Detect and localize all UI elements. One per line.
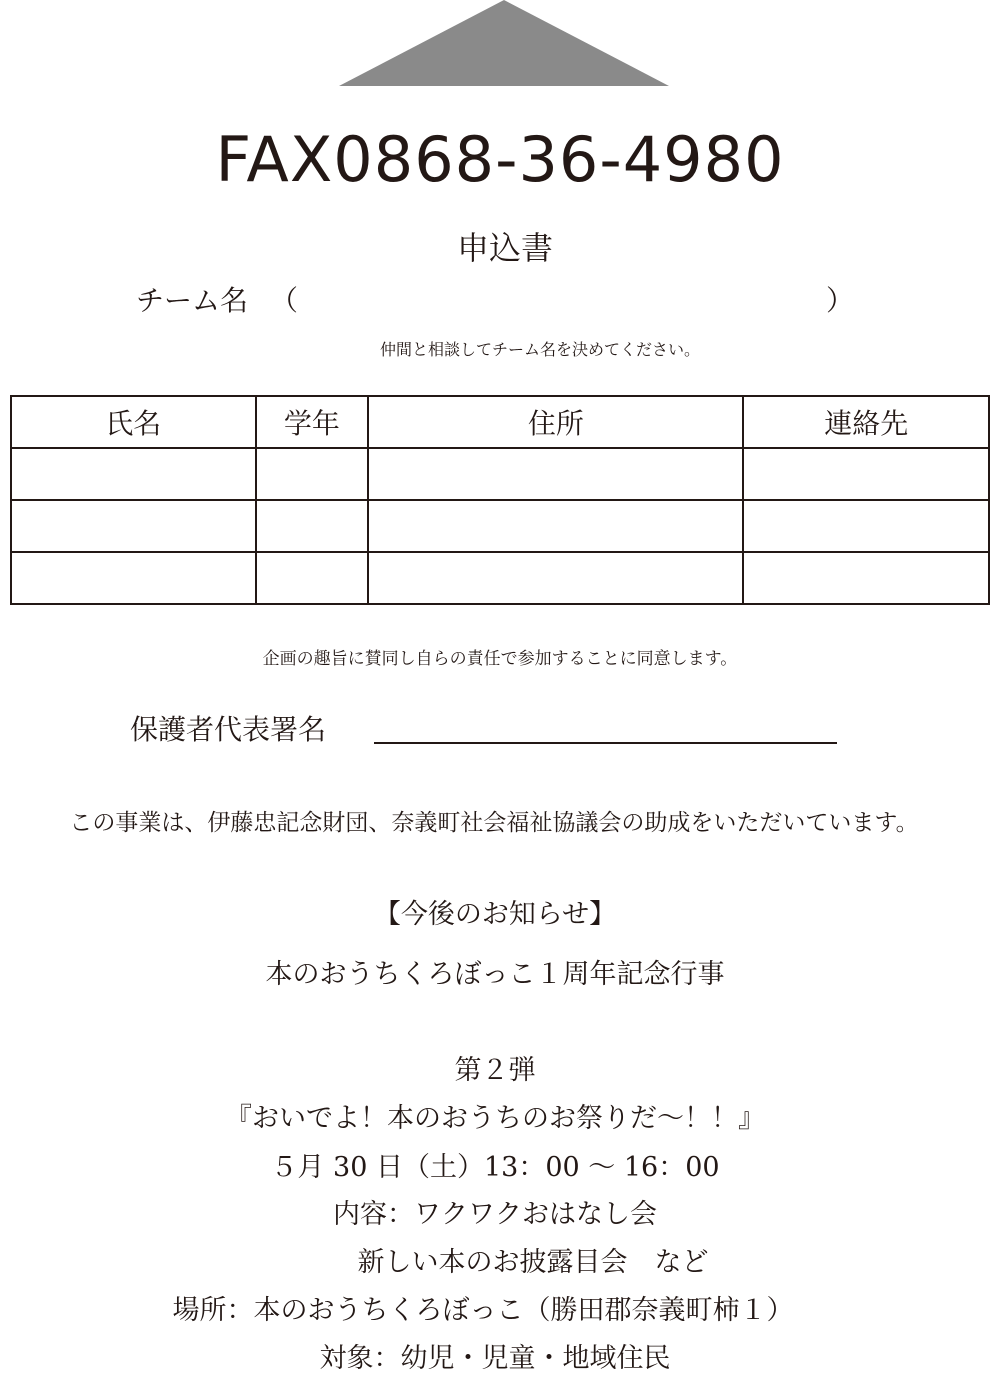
guardian-signature-label: 保護者代表署名 — [130, 713, 327, 746]
team-name-open-paren: （ — [270, 284, 299, 317]
guardian-signature-line[interactable] — [374, 742, 837, 744]
consent-statement: 企画の趣旨に賛同し自らの責任で参加することに同意します。 — [262, 649, 738, 669]
table-row — [11, 552, 989, 604]
cell-grade[interactable] — [256, 448, 369, 500]
cell-name[interactable] — [11, 500, 256, 552]
event-content-continued: 新しい本のお披露目会 など — [357, 1247, 709, 1278]
cell-contact[interactable] — [743, 500, 989, 552]
sponsor-statement: この事業は、伊藤忠記念財団、奈義町社会福祉協議会の助成をいただいています。 — [69, 810, 919, 836]
cell-address[interactable] — [368, 552, 743, 604]
cell-contact[interactable] — [743, 552, 989, 604]
cell-grade[interactable] — [256, 552, 369, 604]
team-name-note: 仲間と相談してチーム名を決めてください。 — [379, 340, 700, 359]
fax-number: FAX0868-36-4980 — [215, 123, 785, 196]
table-row — [11, 500, 989, 552]
cell-address[interactable] — [368, 448, 743, 500]
event-datetime: ５月 30 日（土）13：00 ～ 16：00 — [270, 1152, 720, 1183]
event-name: 本のおうちくろぼっこ１周年記念行事 — [265, 959, 725, 990]
header-contact: 連絡先 — [743, 396, 989, 448]
cell-grade[interactable] — [256, 500, 369, 552]
event-title: 『おいでよ！本のおうちのお祭りだ～！！』 — [225, 1103, 765, 1134]
up-arrow-icon — [339, 0, 669, 86]
cell-name[interactable] — [11, 448, 256, 500]
cell-contact[interactable] — [743, 448, 989, 500]
event-place: 場所：本のおうちくろぼっこ（勝田郡奈義町柿１） — [172, 1295, 794, 1326]
team-name-close-paren: ） — [826, 284, 855, 317]
cell-address[interactable] — [368, 500, 743, 552]
form-title: 申込書 — [456, 229, 553, 267]
table-header-row — [11, 396, 989, 448]
table-row — [11, 448, 989, 500]
member-table — [10, 395, 990, 605]
event-part: 第２弾 — [454, 1055, 536, 1086]
header-grade: 学年 — [256, 396, 369, 448]
event-target: 対象：幼児・児童・地域住民 — [319, 1343, 671, 1374]
notice-heading: 【今後のお知らせ】 — [373, 899, 617, 930]
header-name: 氏名 — [11, 396, 256, 448]
cell-name[interactable] — [11, 552, 256, 604]
header-address: 住所 — [368, 396, 743, 448]
team-name-label: チーム名 — [136, 284, 249, 317]
event-content: 内容：ワクワクおはなし会 — [333, 1199, 657, 1230]
